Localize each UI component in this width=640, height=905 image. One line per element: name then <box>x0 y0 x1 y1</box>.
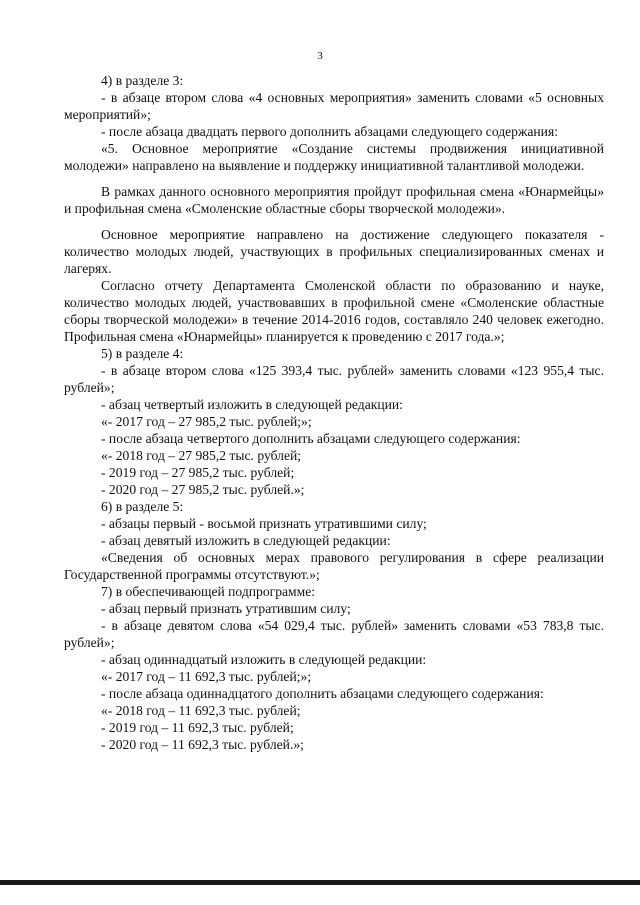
paragraph: Согласно отчету Департамента Смоленской области по образованию и науке, количество молодых людей, участвовавших в профильной смене «Смоленские областные сборы творческой молодежи» в течение 2014-2016 годов, составляло 240 человек ежегодно. Профильная смена «Юнармейцы» планируется к проведению с 2017 года.»; <box>64 278 604 344</box>
paragraph: - 2020 год – 27 985,2 тыс. рублей.»; <box>101 482 305 497</box>
paragraph: - после абзаца одиннадцатого дополнить абзацами следующего содержания: <box>101 686 544 701</box>
paragraph: «5. Основное мероприятие «Создание системы продвижения инициативной молодежи» направлено на выявление и поддержку инициативной талантливой молодежи. <box>64 141 604 173</box>
paragraph: - 2019 год – 11 692,3 тыс. рублей; <box>101 720 294 735</box>
paragraph: - в абзаце девятом слова «54 029,4 тыс. рублей» заменить словами «53 783,8 тыс. рублей»; <box>64 618 604 650</box>
page-bottom-rule <box>0 880 640 885</box>
document-body <box>64 72 604 753</box>
paragraph: - абзац первый признать утратившим силу; <box>101 601 351 616</box>
paragraph: «- 2017 год – 27 985,2 тыс. рублей;»; <box>101 414 312 429</box>
paragraph: - абзац четвертый изложить в следующей редакции: <box>101 397 403 412</box>
paragraph: - после абзаца двадцать первого дополнить абзацами следующего содержания: <box>101 124 558 139</box>
paragraph: В рамках данного основного мероприятия пройдут профильная смена «Юнармейцы» и профильная смена «Смоленские областные сборы творческой молодежи». <box>64 184 604 216</box>
paragraph: «- 2017 год – 11 692,3 тыс. рублей;»; <box>101 669 312 684</box>
paragraph: - после абзаца четвертого дополнить абзацами следующего содержания: <box>101 431 521 446</box>
paragraph: 5) в разделе 4: <box>101 346 184 361</box>
paragraph: 6) в разделе 5: <box>101 499 184 514</box>
paragraph: - абзац одиннадцатый изложить в следующей редакции: <box>101 652 427 667</box>
paragraph: - в абзаце втором слова «125 393,4 тыс. рублей» заменить словами «123 955,4 тыс. рублей»; <box>64 363 604 395</box>
paragraph: Основное мероприятие направлено на достижение следующего показателя - количество молодых людей, участвующих в профильных специализированных сменах и лагерях. <box>64 227 604 276</box>
paragraph: - 2019 год – 27 985,2 тыс. рублей; <box>101 465 295 480</box>
paragraph: «- 2018 год – 11 692,3 тыс. рублей; <box>101 703 301 718</box>
paragraph: - абзац девятый изложить в следующей редакции: <box>101 533 391 548</box>
paragraph: - 2020 год – 11 692,3 тыс. рублей.»; <box>101 737 304 752</box>
paragraph: - абзацы первый - восьмой признать утратившими силу; <box>101 516 427 531</box>
paragraph: 7) в обеспечивающей подпрограмме: <box>101 584 316 599</box>
paragraph: 4) в разделе 3: <box>101 73 184 88</box>
paragraph: «- 2018 год – 27 985,2 тыс. рублей; <box>101 448 302 463</box>
paragraph: - в абзаце втором слова «4 основных мероприятия» заменить словами «5 основных мероприятий»; <box>64 90 604 122</box>
page-number: 3 <box>317 50 323 62</box>
paragraph: «Сведения об основных мерах правового регулирования в сфере реализации Государственной программы отсутствуют.»; <box>64 550 604 582</box>
